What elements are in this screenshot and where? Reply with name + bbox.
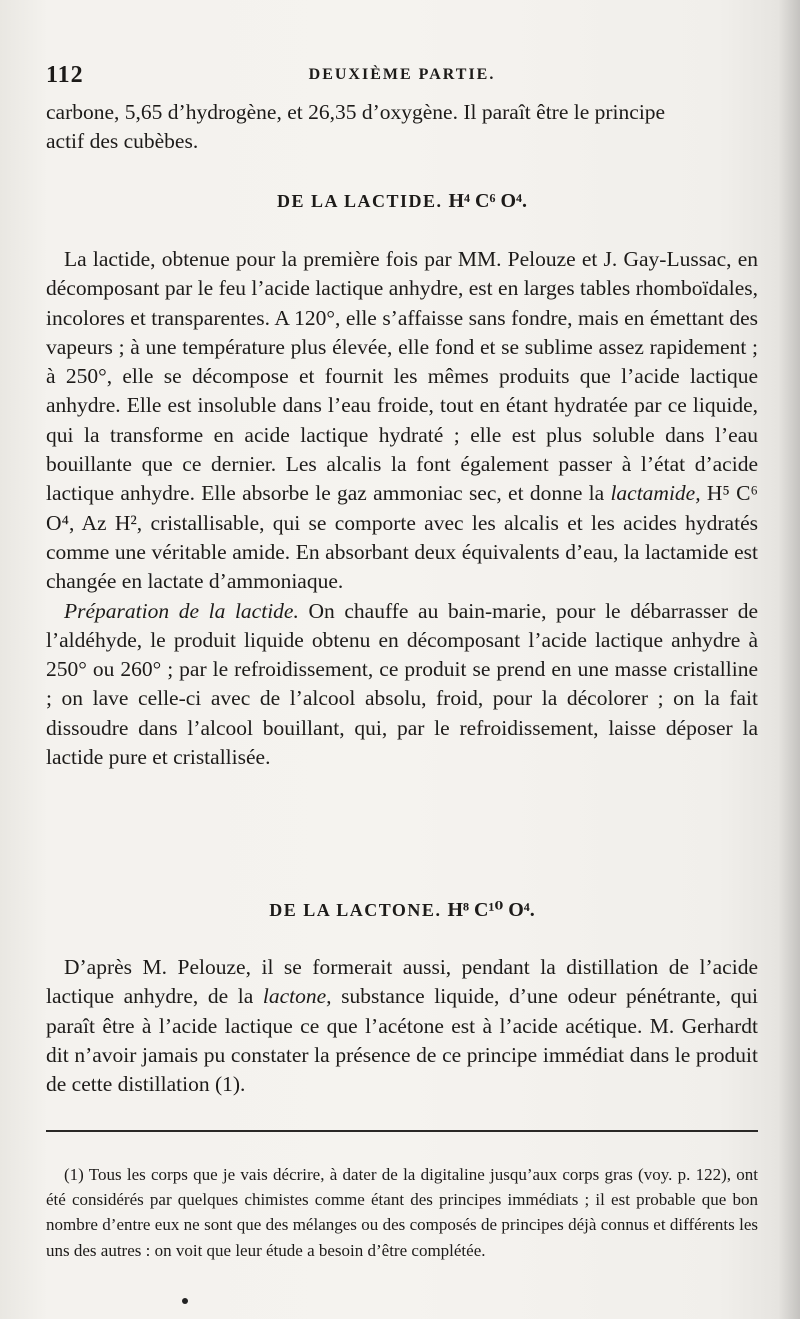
lactide-formula: H⁴ C⁶ O⁴. bbox=[448, 190, 528, 212]
lactide-paragraph-1-text-a: La lactide, obtenue pour la première fois par MM. Pelouze et J. Gay-Lussac, en décomposant par le feu l’acide lactique anhydre, est en larges tables rhomboïdales, incolores et transparentes. A 120°, elle s’affaisse sans fondre, mais en émettant des vapeurs ; à une température plus élevée, elle fond et se sublime assez rapidement ; à 250°, elle se décompose et fournit les mêmes produits que l’acide lactique anhydre. Elle est insoluble dans l’eau froide, tout en étant hydratée par ce liquide, qui la transforme en acide lactique hydraté ; elle est plus soluble dans l’eau bouillante que ce dernier. Les alcalis la font également passer à l’état d’acide lactique anhydre. Elle absorbe le gaz ammoniac sec, et donne la bbox=[46, 247, 758, 506]
section-heading-lactide bbox=[46, 190, 758, 213]
lactamide-term: lactamide, bbox=[610, 481, 701, 506]
opening-line-2: actif des cubèbes. bbox=[46, 129, 199, 154]
lactone-paragraph-text-a: D’après M. Pelouze, il se formerait aussi, pendant la distillation de l’acide lactique anhydre, de la bbox=[46, 955, 758, 1009]
footnote-separator bbox=[46, 1130, 758, 1132]
lactide-paragraph-2 bbox=[46, 597, 758, 773]
lactone-body bbox=[46, 953, 758, 1099]
page-number: 112 bbox=[46, 62, 84, 88]
lactone-heading-title: DE LA LACTONE. bbox=[269, 900, 442, 920]
footnote-text: (1) Tous les corps que je vais décrire, à dater de la digitaline jusqu’aux corps gras (voy. p. 122), ont été considérés par quelques chimistes comme étant des principes immédiats ; il est probable que bon nombre d’entre eux ne sont que des mélanges ou des composés de principes déjà connus et différents les uns des autres : on voit que leur étude a besoin d’être complétée. bbox=[46, 1165, 758, 1260]
lactide-paragraph-1-text-b: H⁵ C⁶ O⁴, Az H², cristallisable, qui se comporte avec les alcalis et les acides hydratés comme une véritable amide. En absorbant deux équivalents d’eau, la lactamide est changée en lactate d’ammoniaque. bbox=[46, 481, 759, 594]
lactide-paragraph-2-text: On chauffe au bain-marie, pour le débarrasser de l’aldéhyde, le produit liquide obtenu en décomposant l’acide lactique anhydre à 250° ou 260° ; par le refroidissement, ce produit se prend en une masse cristalline ; on lave celle-ci avec de l’alcool absolu, froid, pour la décolorer ; on la fait dissoudre dans l’alcool bouillant, qui, par le refroidissement, laisse déposer la lactide pure et cristallisée. bbox=[46, 598, 759, 770]
page-edge-shadow bbox=[778, 0, 800, 1319]
running-header bbox=[46, 62, 758, 90]
lactide-body bbox=[46, 245, 758, 772]
ink-speck bbox=[182, 1298, 188, 1304]
section-heading-lactone bbox=[46, 897, 758, 922]
lactone-paragraph bbox=[46, 953, 758, 1099]
lactide-paragraph-1 bbox=[46, 245, 758, 597]
opening-line-1: carbone, 5,65 d’hydrogène, et 26,35 d’oxygène. Il paraît être le principe bbox=[46, 100, 666, 124]
lactone-term: lactone, bbox=[262, 984, 332, 1009]
preparation-lactide-subheading: Préparation de la lactide. bbox=[64, 598, 299, 623]
lactide-heading-title: DE LA LACTIDE. bbox=[276, 191, 443, 211]
opening-paragraph bbox=[46, 98, 758, 157]
lactone-formula: H⁸ C¹⁰ O⁴. bbox=[447, 899, 535, 921]
running-title: DEUXIÈME PARTIE. bbox=[308, 66, 496, 83]
lactone-paragraph-text-b: substance liquide, d’une odeur pénétrante, qui paraît être à l’acide lactique ce que l’acétone est à l’acide acétique. M. Gerhardt dit n’avoir jamais pu constater la présence de ce principe immédiat dans le produit de cette distillation (1). bbox=[46, 984, 759, 1097]
footnote bbox=[46, 1162, 758, 1263]
